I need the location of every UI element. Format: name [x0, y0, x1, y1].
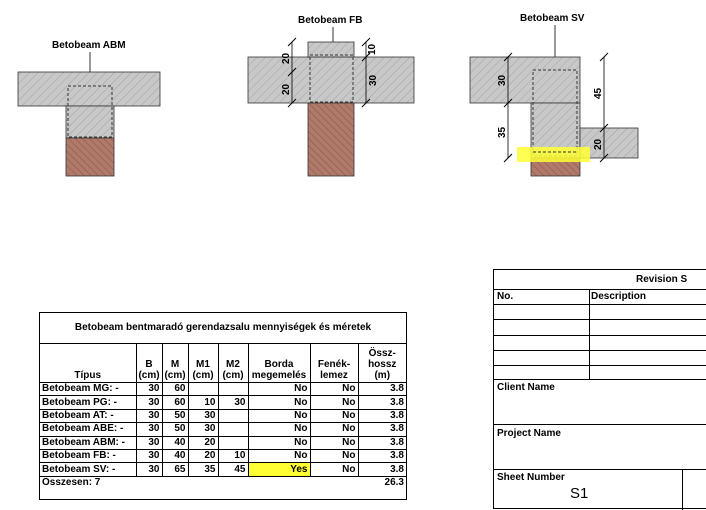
table-row: [40, 383, 406, 396]
project-name-row: [494, 424, 706, 470]
sv-dim-left-lower: 35: [497, 126, 508, 138]
table-cell: 50: [162, 423, 188, 436]
table-cell: 30: [136, 409, 162, 422]
fb-dim-left-upper: 20: [281, 52, 292, 64]
table-cell: 3.8: [358, 409, 406, 422]
table-cell: [218, 409, 248, 422]
table-cell: No: [310, 436, 358, 449]
revision-row: [494, 365, 706, 380]
table-cell: No: [248, 436, 310, 449]
col-no: No.: [497, 291, 514, 302]
detail-sv: [470, 13, 638, 176]
sv-slab: [470, 57, 580, 103]
header-m: M (cm): [162, 343, 188, 383]
table-cell: 3.8: [358, 463, 406, 476]
fb-label: Betobeam FB: [298, 15, 363, 26]
table-cell: 10: [218, 449, 248, 462]
table-cell: 60: [162, 396, 188, 409]
table-row: [40, 396, 406, 409]
table-cell: No: [248, 423, 310, 436]
table-cell: Betobeam ABE: -: [40, 423, 136, 436]
table-cell: 20: [188, 436, 218, 449]
table-cell: [188, 383, 218, 396]
total-label: Összesen: 7: [40, 476, 358, 489]
project-name-label: Project Name: [497, 428, 561, 439]
sheet-number-value: S1: [570, 485, 589, 502]
sv-label: Betobeam SV: [520, 13, 585, 24]
table-cell: Betobeam PG: -: [40, 396, 136, 409]
sv-dim-right-lower: 20: [593, 138, 604, 150]
sheet-number-row: [494, 469, 706, 510]
table-cell: 30: [218, 396, 248, 409]
fb-wall: [308, 103, 354, 176]
abm-wall: [66, 138, 114, 176]
table-cell: [218, 436, 248, 449]
table-cell: 30: [136, 423, 162, 436]
total-value: 26.3: [358, 476, 406, 489]
table-cell: 3.8: [358, 396, 406, 409]
detail-fb: [248, 15, 414, 176]
table-cell: 45: [218, 463, 248, 476]
table-cell: 30: [188, 423, 218, 436]
table-row: [40, 423, 406, 436]
table-cell: 50: [162, 409, 188, 422]
header-m1: M1 (cm): [188, 343, 218, 383]
header-osszhossz: Össz- hossz (m): [358, 343, 406, 383]
revision-divider: [589, 289, 590, 379]
table-cell: No: [248, 409, 310, 422]
table-cell: 3.8: [358, 383, 406, 396]
table-cell: Betobeam ABM: -: [40, 436, 136, 449]
revision-row: [494, 304, 706, 320]
revision-row: [494, 350, 706, 366]
header-m2: M2 (cm): [218, 343, 248, 383]
schedule-table: [39, 312, 407, 500]
table-cell: 40: [162, 449, 188, 462]
table-cell: Betobeam AT: -: [40, 409, 136, 422]
table-cell: 30: [188, 409, 218, 422]
table-cell: Betobeam SV: -: [40, 463, 136, 476]
table-cell: No: [248, 396, 310, 409]
table-cell: No: [310, 396, 358, 409]
sv-dim-right-upper: 45: [593, 87, 604, 99]
table-cell: 3.8: [358, 423, 406, 436]
revision-title: Revision S: [636, 274, 688, 285]
table-cell: Betobeam MG: -: [40, 383, 136, 396]
table-cell: 65: [162, 463, 188, 476]
header-tipus: Típus: [74, 370, 102, 381]
fb-dim-right: 30: [368, 74, 379, 86]
sv-highlight: [517, 147, 590, 162]
table-cell: [218, 383, 248, 396]
total-row: [40, 476, 406, 489]
fb-slab: [248, 57, 414, 103]
revision-columns: [494, 289, 706, 305]
revision-header: [494, 270, 706, 290]
schedule-title: Betobeam bentmaradó gerendazsalu mennyiségek és méretek: [40, 313, 406, 344]
sheet-number-label: Sheet Number: [497, 472, 565, 483]
table-cell: [218, 423, 248, 436]
detail-abm: [18, 40, 160, 176]
table-cell: 3.8: [358, 449, 406, 462]
revision-row: [494, 319, 706, 336]
table-cell: No: [248, 383, 310, 396]
table-cell: 30: [136, 449, 162, 462]
schedule-header-row: [40, 343, 406, 383]
table-cell: 10: [188, 396, 218, 409]
table-cell: 20: [188, 449, 218, 462]
col-description: Description: [591, 291, 647, 302]
table-cell: 30: [136, 383, 162, 396]
sv-dim-left-upper: 30: [497, 74, 508, 86]
table-cell: No: [310, 423, 358, 436]
table-cell: 35: [188, 463, 218, 476]
table-row: [40, 409, 406, 422]
abm-label: Betobeam ABM: [52, 40, 126, 51]
client-name-label: Client Name: [497, 382, 555, 393]
table-row: [40, 463, 406, 476]
header-borda: Borda megemelés: [248, 343, 310, 383]
table-row: [40, 449, 406, 462]
table-cell: 3.8: [358, 436, 406, 449]
table-cell: Yes: [248, 463, 310, 476]
table-cell: No: [310, 463, 358, 476]
abm-slab: [18, 72, 160, 106]
table-cell: Betobeam FB: -: [40, 449, 136, 462]
table-cell: 30: [136, 436, 162, 449]
client-name-row: [494, 379, 706, 425]
table-cell: 60: [162, 383, 188, 396]
table-cell: No: [310, 449, 358, 462]
table-cell: 40: [162, 436, 188, 449]
table-cell: 30: [136, 396, 162, 409]
revision-row: [494, 335, 706, 351]
table-cell: No: [248, 449, 310, 462]
title-block: [493, 269, 706, 509]
table-cell: No: [310, 409, 358, 422]
fb-dim-top: 10: [367, 43, 378, 55]
table-cell: 30: [136, 463, 162, 476]
detail-drawings: [0, 0, 706, 200]
header-fenek: Fenék- lemez: [310, 343, 358, 383]
header-b: B (cm): [136, 343, 162, 383]
table-cell: No: [310, 383, 358, 396]
abm-beam: [66, 106, 114, 138]
sheet-divider: [682, 469, 683, 510]
schedule-grid: [40, 343, 406, 489]
table-row: [40, 436, 406, 449]
fb-dim-left-lower: 20: [281, 83, 292, 95]
